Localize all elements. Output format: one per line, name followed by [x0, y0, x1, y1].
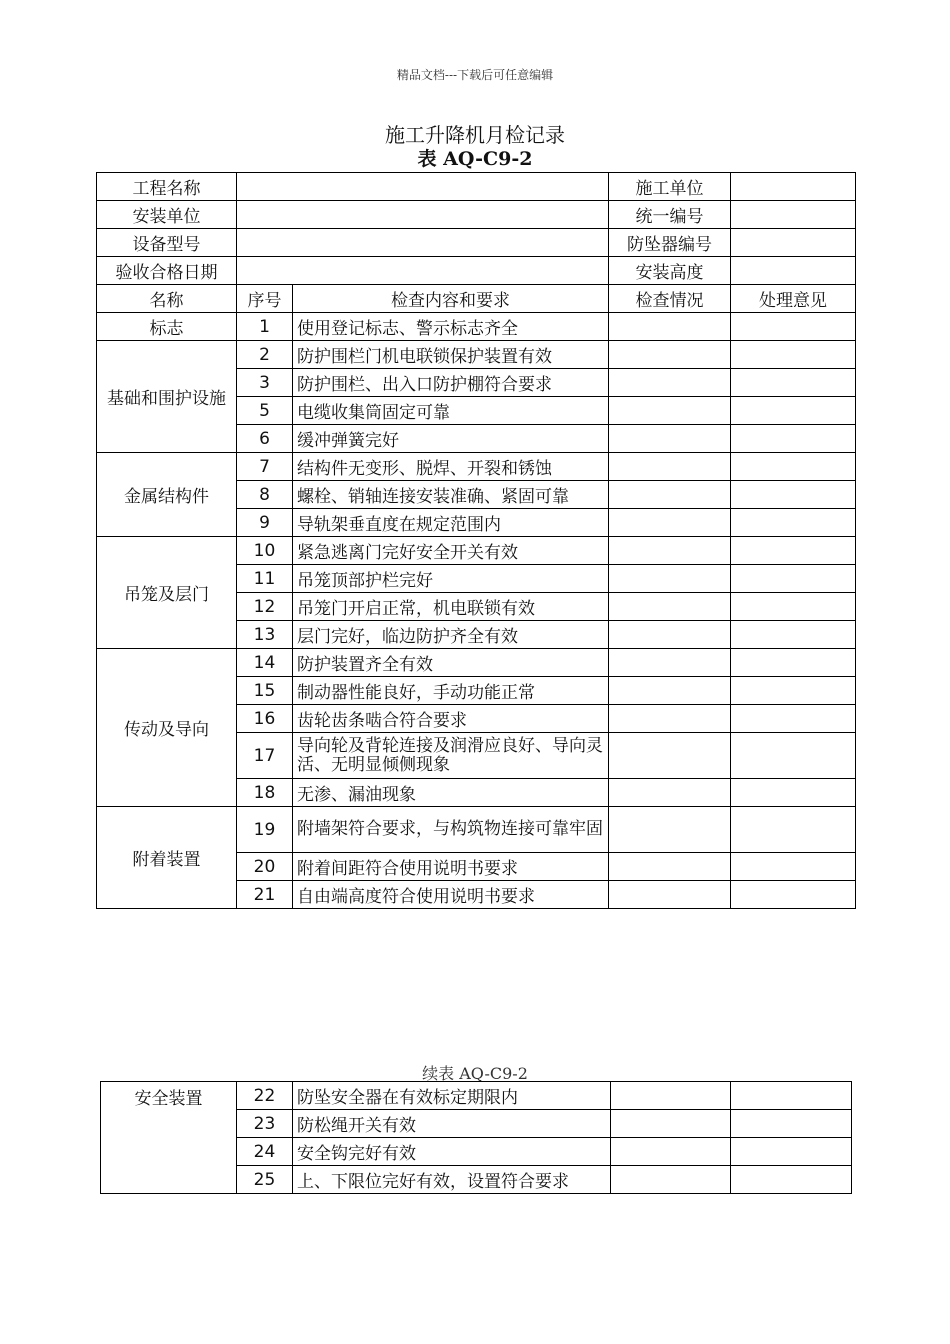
form-code: 表 AQ-C9-2: [417, 148, 533, 170]
opinion-cell[interactable]: [731, 853, 856, 881]
header-seq: 序号: [237, 285, 293, 313]
row-requirement: 防松绳开关有效: [293, 1110, 611, 1138]
group-label: 吊笼及层门: [97, 537, 237, 649]
opinion-cell[interactable]: [731, 733, 856, 779]
inspection-table: [96, 172, 856, 909]
construction-unit-value[interactable]: [731, 173, 856, 201]
info-row-acceptance: [97, 257, 856, 285]
table-row: [97, 649, 856, 677]
info-row-equipment: [97, 229, 856, 257]
row-requirement: 自由端高度符合使用说明书要求: [293, 881, 609, 909]
group-label: 传动及导向: [97, 649, 237, 807]
status-cell[interactable]: [609, 881, 731, 909]
unified-no-value[interactable]: [731, 201, 856, 229]
row-requirement: 导向轮及背轮连接及润滑应良好、导向灵活、无明显倾侧现象: [293, 733, 609, 779]
row-requirement: 缓冲弹簧完好: [293, 425, 609, 453]
install-unit-value[interactable]: [237, 201, 609, 229]
install-height-label: 安装高度: [609, 257, 731, 285]
row-number: 17: [237, 733, 293, 779]
row-number: 16: [237, 705, 293, 733]
opinion-cell[interactable]: [731, 537, 856, 565]
opinion-cell[interactable]: [731, 509, 856, 537]
opinion-cell[interactable]: [731, 779, 856, 807]
status-cell[interactable]: [609, 621, 731, 649]
table-row: [97, 453, 856, 481]
status-cell[interactable]: [609, 341, 731, 369]
row-requirement: 吊笼门开启正常，机电联锁有效: [293, 593, 609, 621]
info-row-install: [97, 201, 856, 229]
row-number: 11: [237, 565, 293, 593]
row-number: 1: [237, 313, 293, 341]
opinion-cell[interactable]: [731, 881, 856, 909]
row-number: 5: [237, 397, 293, 425]
row-requirement: 结构件无变形、脱焊、开裂和锈蚀: [293, 453, 609, 481]
project-name-label: 工程名称: [97, 173, 237, 201]
opinion-cell[interactable]: [731, 621, 856, 649]
row-number: 2: [237, 341, 293, 369]
opinion-cell[interactable]: [731, 1110, 852, 1138]
group-label: 标志: [97, 313, 237, 341]
project-name-value[interactable]: [237, 173, 609, 201]
opinion-cell[interactable]: [731, 649, 856, 677]
opinion-cell[interactable]: [731, 425, 856, 453]
opinion-cell[interactable]: [731, 593, 856, 621]
status-cell[interactable]: [609, 677, 731, 705]
row-requirement: 附着间距符合使用说明书要求: [293, 853, 609, 881]
opinion-cell[interactable]: [731, 453, 856, 481]
status-cell[interactable]: [609, 705, 731, 733]
row-number: 10: [237, 537, 293, 565]
status-cell[interactable]: [609, 593, 731, 621]
row-requirement: 使用登记标志、警示标志齐全: [293, 313, 609, 341]
row-number: 8: [237, 481, 293, 509]
group-label: 安全装置: [101, 1082, 237, 1194]
status-cell[interactable]: [611, 1138, 731, 1166]
continuation-table: [100, 1081, 852, 1194]
unified-no-label: 统一编号: [609, 201, 731, 229]
group-label: 基础和围护设施: [97, 341, 237, 453]
status-cell[interactable]: [611, 1082, 731, 1110]
opinion-cell[interactable]: [731, 1138, 852, 1166]
fall-arrester-no-value[interactable]: [731, 229, 856, 257]
row-requirement: 齿轮齿条啮合符合要求: [293, 705, 609, 733]
opinion-cell[interactable]: [731, 807, 856, 853]
row-number: 21: [237, 881, 293, 909]
status-cell[interactable]: [609, 481, 731, 509]
row-requirement: 防坠安全器在有效标定期限内: [293, 1082, 611, 1110]
table-row: [101, 1082, 852, 1110]
status-cell[interactable]: [609, 425, 731, 453]
row-number: 13: [237, 621, 293, 649]
watermark-text: 精品文档---下载后可任意编辑: [396, 68, 554, 82]
row-requirement: 导轨架垂直度在规定范围内: [293, 509, 609, 537]
row-number: 19: [237, 807, 293, 853]
row-requirement: 无渗、漏油现象: [293, 779, 609, 807]
equipment-model-label: 设备型号: [97, 229, 237, 257]
row-requirement: 紧急逃离门完好安全开关有效: [293, 537, 609, 565]
status-cell[interactable]: [609, 453, 731, 481]
status-cell[interactable]: [609, 369, 731, 397]
fall-arrester-no-label: 防坠器编号: [609, 229, 731, 257]
opinion-cell[interactable]: [731, 481, 856, 509]
row-number: 12: [237, 593, 293, 621]
header-status: 检查情况: [609, 285, 731, 313]
row-requirement: 螺栓、销轴连接安装准确、紧固可靠: [293, 481, 609, 509]
header-row: [97, 285, 856, 313]
opinion-cell[interactable]: [731, 1082, 852, 1110]
row-number: 18: [237, 779, 293, 807]
row-number: 7: [237, 453, 293, 481]
row-number: 23: [237, 1110, 293, 1138]
row-requirement: 附墙架符合要求，与构筑物连接可靠牢固: [293, 807, 609, 853]
row-number: 6: [237, 425, 293, 453]
row-requirement: 防护围栏门机电联锁保护装置有效: [293, 341, 609, 369]
status-cell[interactable]: [609, 509, 731, 537]
opinion-cell[interactable]: [731, 1166, 852, 1194]
status-cell[interactable]: [609, 649, 731, 677]
page-title: 施工升降机月检记录: [385, 123, 565, 147]
table-row: [97, 537, 856, 565]
status-cell[interactable]: [609, 565, 731, 593]
row-number: 14: [237, 649, 293, 677]
row-requirement: 防护装置齐全有效: [293, 649, 609, 677]
row-requirement: 吊笼顶部护栏完好: [293, 565, 609, 593]
status-cell[interactable]: [609, 397, 731, 425]
row-number: 9: [237, 509, 293, 537]
status-cell[interactable]: [609, 537, 731, 565]
continuation-title: 续表 AQ-C9-2: [422, 1064, 528, 1083]
status-cell[interactable]: [609, 733, 731, 779]
row-number: 22: [237, 1082, 293, 1110]
opinion-cell[interactable]: [731, 705, 856, 733]
status-cell[interactable]: [609, 853, 731, 881]
opinion-cell[interactable]: [731, 397, 856, 425]
acceptance-date-value[interactable]: [237, 257, 609, 285]
install-height-value[interactable]: [731, 257, 856, 285]
header-name: 名称: [97, 285, 237, 313]
row-requirement: 电缆收集筒固定可靠: [293, 397, 609, 425]
install-unit-label: 安装单位: [97, 201, 237, 229]
opinion-cell[interactable]: [731, 313, 856, 341]
group-label: 附着装置: [97, 807, 237, 909]
row-number: 25: [237, 1166, 293, 1194]
group-label: 金属结构件: [97, 453, 237, 537]
status-cell[interactable]: [611, 1166, 731, 1194]
info-row-project: [97, 173, 856, 201]
row-requirement: 上、下限位完好有效，设置符合要求: [293, 1166, 611, 1194]
status-cell[interactable]: [609, 807, 731, 853]
equipment-model-value[interactable]: [237, 229, 609, 257]
opinion-cell[interactable]: [731, 565, 856, 593]
opinion-cell[interactable]: [731, 341, 856, 369]
status-cell[interactable]: [609, 313, 731, 341]
row-number: 20: [237, 853, 293, 881]
table-row: [97, 341, 856, 369]
table-row: [97, 313, 856, 341]
header-content: 检查内容和要求: [293, 285, 609, 313]
row-requirement: 层门完好，临边防护齐全有效: [293, 621, 609, 649]
opinion-cell[interactable]: [731, 677, 856, 705]
status-cell[interactable]: [609, 779, 731, 807]
row-requirement: 防护围栏、出入口防护棚符合要求: [293, 369, 609, 397]
acceptance-date-label: 验收合格日期: [97, 257, 237, 285]
opinion-cell[interactable]: [731, 369, 856, 397]
row-number: 3: [237, 369, 293, 397]
status-cell[interactable]: [611, 1110, 731, 1138]
row-requirement: 安全钩完好有效: [293, 1138, 611, 1166]
row-requirement: 制动器性能良好，手动功能正常: [293, 677, 609, 705]
row-number: 15: [237, 677, 293, 705]
construction-unit-label: 施工单位: [609, 173, 731, 201]
table-row: [97, 807, 856, 853]
header-opinion: 处理意见: [731, 285, 856, 313]
row-number: 24: [237, 1138, 293, 1166]
